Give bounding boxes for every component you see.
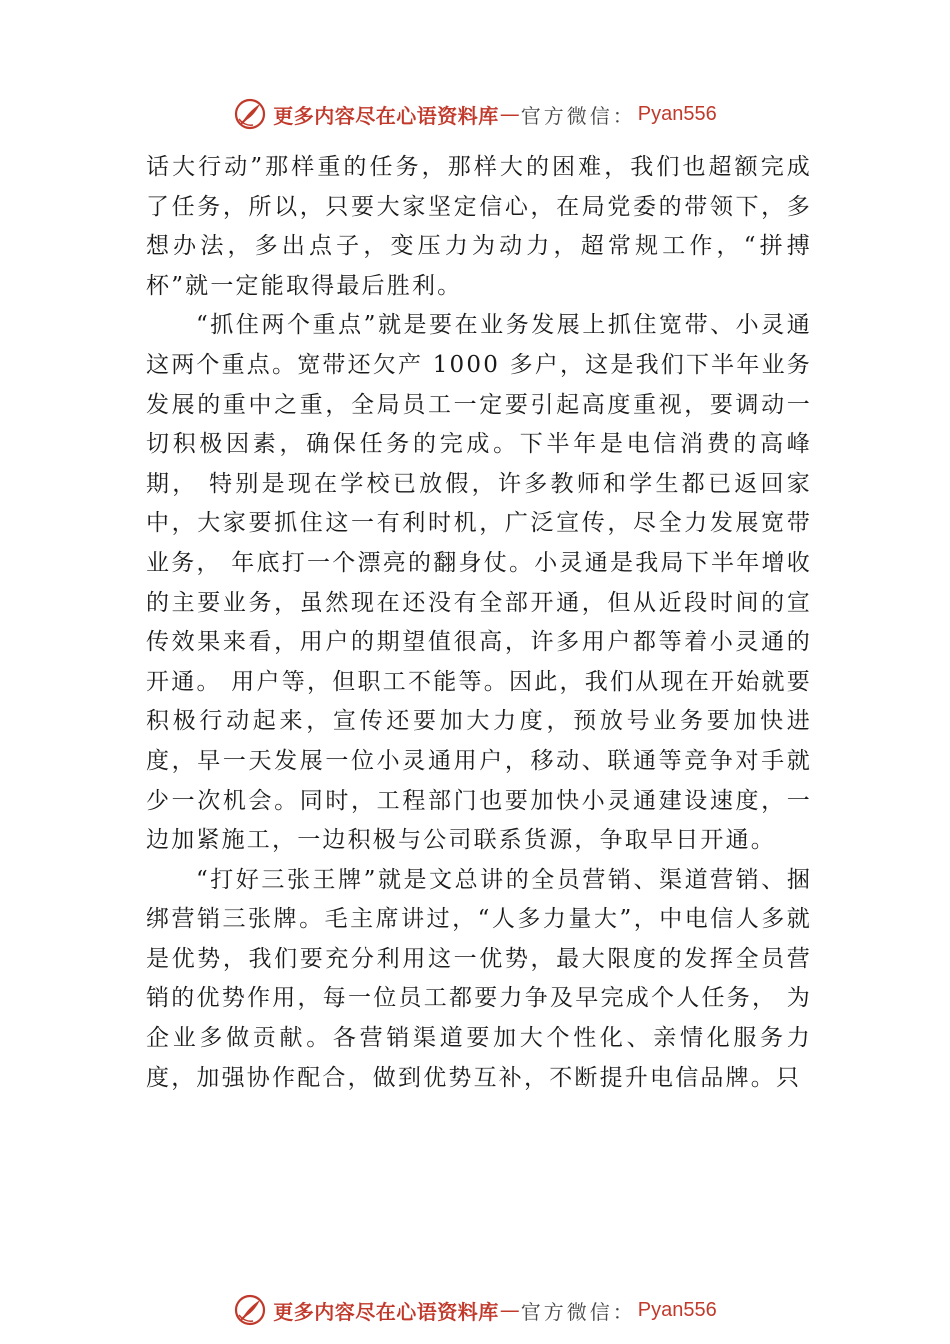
banner-wechat-label: 官方微信：	[520, 103, 636, 128]
banner-wechat-id: Pyan556	[637, 1298, 717, 1321]
banner-wechat-label: 官方微信：	[520, 1299, 636, 1324]
paragraph-continued: 话大行动”那样重的任务，那样大的困难，我们也超额完成了任务，所以，只要大家坚定信心，在局党委的带领下，多想办法，多出点子，变压力为动力，超常规工作，“拼搏杯”就一定能取得最后胜利。	[146, 154, 812, 299]
quill-logo-icon	[233, 1293, 267, 1327]
quill-logo-icon	[233, 97, 267, 131]
banner-dash: —	[499, 1298, 520, 1322]
banner-title: 更多内容尽在心语资料库	[273, 1299, 499, 1324]
footer-banner	[0, 1290, 950, 1330]
document-body	[146, 148, 812, 1098]
banner-dash: —	[499, 102, 520, 126]
paragraph-two-key-points: “抓住两个重点”就是要在业务发展上抓住宽带、小灵通这两个重点。宽带还欠产 1000 多户，这是我们下半年业务发展的重中之重，全局员工一定要引起高度重视，要调动一切积极因素，确保任务的完成。下半年是电信消费的高峰期， 特别是现在学校已放假，许多教师和学生都已返回家中，大家要抓住这一有利时机，广泛宣传，尽全力发展宽带业务， 年底打一个漂亮的翻身仗。小灵通是我局下半年增收的主要业务，虽然现在还没有全部开通，但从近段时间的宣传效果来看，用户的期望值很高，许多用户都等着小灵通的开通。 用户等，但职工不能等。因此，我们从现在开始就要积极行动起来，宣传还要加大力度，预放号业务要加快进度，早一天发展一位小灵通用户，移动、联通等竞争对手就少一次机会。同时，工程部门也要加快小灵通建设速度，一边加紧施工，一边积极与公司联系货源，争取早日开通。	[146, 312, 812, 854]
banner-wechat-id: Pyan556	[637, 102, 717, 125]
header-banner	[0, 94, 950, 134]
paragraph-three-trump-cards: “打好三张王牌”就是文总讲的全员营销、渠道营销、捆绑营销三张牌。毛主席讲过，“人多力量大”，中电信人多就是优势，我们要充分利用这一优势，最大限度的发挥全员营销的优势作用，每一位员工都要力争及早完成个人任务， 为企业多做贡献。各营销渠道要加大个性化、亲情化服务力度，加强协作配合，做到优势互补，不断提升电信品牌。只	[146, 866, 812, 1091]
banner-title: 更多内容尽在心语资料库	[273, 103, 499, 128]
